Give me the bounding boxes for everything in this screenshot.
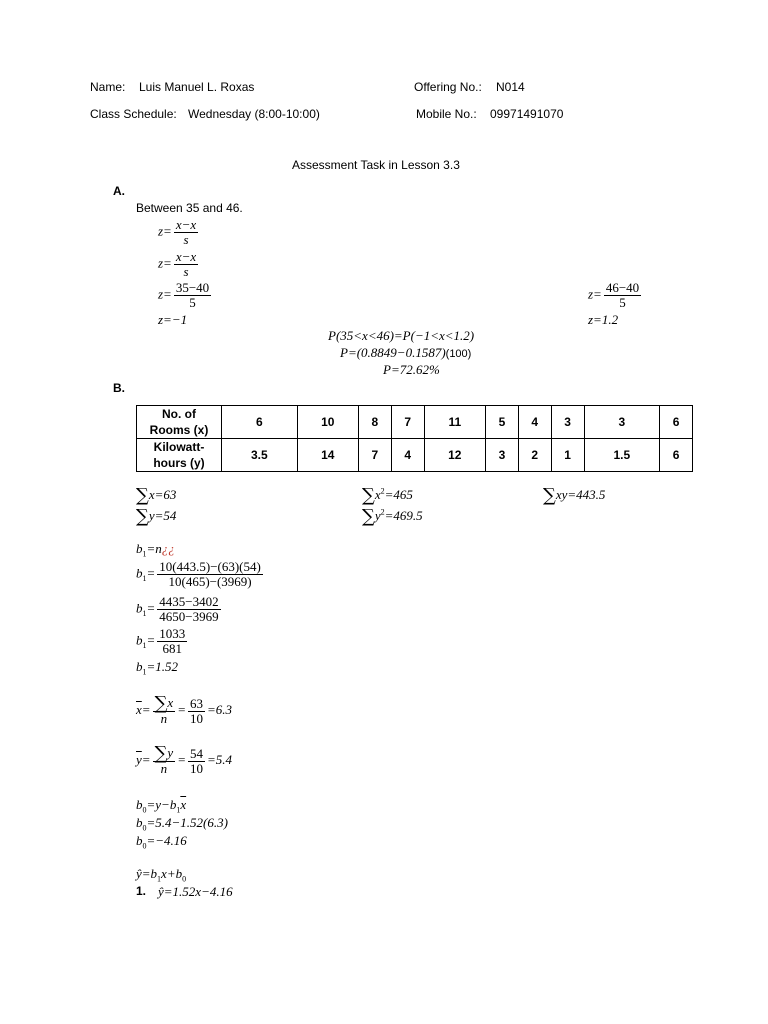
table-header-kilowatt: Kilowatt- hours (y) [137, 439, 222, 472]
b0-formula: $b_0=y-b_1\overline{x}$ [136, 797, 187, 815]
regression-answer: ŷ=1.52x−4.16 [158, 884, 233, 899]
probability-line-1: P(35<x<46)=P(−1<x<1.2) [328, 328, 475, 343]
b1-substitution: $b_1=$ $\frac{10(443.5)-(63)(54)}{10(465)-(3969)}$ [136, 559, 261, 589]
name-value: Luis Manuel L. Roxas [139, 80, 255, 94]
mobile-label: Mobile No.: [416, 107, 477, 121]
sigma-icon: ∑ [136, 506, 149, 527]
sum-xy: ∑xy=443.5 [543, 485, 606, 506]
part-b-label: B. [113, 381, 125, 395]
b1-formula: $b_1=n¿¿$ [136, 541, 175, 559]
sigma-icon: ∑ [136, 485, 149, 506]
table-cell: 3.5 [222, 439, 298, 472]
sum-x: ∑x=63 [136, 485, 177, 506]
sum-y-squared: $\sum y^2=469.5$ [362, 506, 423, 527]
table-cell: 8 [358, 406, 391, 439]
table-cell: 1 [551, 439, 584, 472]
z-formula-2: z= $\frac{x-x}{s}$ [158, 249, 197, 279]
table-cell: 6 [660, 406, 693, 439]
name-label: Name: [90, 80, 126, 94]
z-result-right: z=1.2 [588, 312, 619, 327]
b1-simplified: $b_1=$ $\frac{4435-3402}{4650-3969}$ [136, 594, 219, 624]
table-cell: 12 [424, 439, 485, 472]
z-substitution-left: z= $\frac{35-40}{5}$ [158, 280, 210, 310]
table-cell: 7 [391, 406, 424, 439]
data-table [136, 405, 693, 472]
part-a-label: A. [113, 184, 125, 198]
b0-result: $b_0=-4.16$ [136, 833, 187, 851]
b1-fraction: $b_1=$ $\frac{1033}{681}$ [136, 626, 186, 656]
sigma-icon: ∑ [543, 485, 556, 506]
z-formula-1: z= $\frac{x-x}{s}$ [158, 217, 197, 247]
y-bar-formula: $\overline{y}=$ $\frac{\sum y}{n}$ = $\frac{54}{10}$ =5.4 [136, 743, 233, 776]
table-cell: 3 [584, 406, 660, 439]
x-bar-formula: $\overline{x}=$ $\frac{\sum x}{n}$ = $\frac{63}{10}$ =6.3 [136, 693, 233, 726]
document-title: Assessment Task in Lesson 3.3 [292, 158, 460, 172]
sigma-icon: ∑ [154, 693, 168, 714]
sum-x-squared: $\sum x^2=465$ [362, 485, 413, 506]
regression-formula: $ŷ=b_1x+b_0$ [136, 866, 187, 884]
table-cell: 6 [660, 439, 693, 472]
table-header-rooms: No. of Rooms (x) [137, 406, 222, 439]
z-substitution-right: z= $\frac{46-40}{5}$ [588, 280, 640, 310]
table-cell: 4 [518, 406, 551, 439]
table-cell: 10 [297, 406, 358, 439]
table-cell: 6 [222, 406, 298, 439]
offering-value: N014 [496, 80, 525, 94]
table-cell: 1.5 [584, 439, 660, 472]
table-cell: 4 [391, 439, 424, 472]
z-result-left: z=−1 [158, 312, 188, 327]
probability-line-3: P=72.62% [383, 362, 440, 377]
item-number: 1. [136, 884, 147, 898]
table-cell: 5 [485, 406, 518, 439]
table-cell: 11 [424, 406, 485, 439]
sigma-icon: ∑ [362, 485, 375, 506]
offering-label: Offering No.: [414, 80, 482, 94]
schedule-label: Class Schedule: [90, 107, 177, 121]
table-cell: 3 [485, 439, 518, 472]
b1-result: $b_1=1.52$ [136, 659, 179, 677]
table-cell: 14 [297, 439, 358, 472]
table-row [137, 439, 693, 472]
table-cell: 7 [358, 439, 391, 472]
table-cell: 3 [551, 406, 584, 439]
b0-substitution: $b_0=5.4-1.52(6.3)$ [136, 815, 228, 833]
schedule-value: Wednesday (8:00-10:00) [188, 107, 320, 121]
probability-line-2: P=(0.8849−0.1587)(100) [340, 345, 472, 360]
sigma-icon: ∑ [362, 506, 375, 527]
mobile-value: 09971491070 [490, 107, 564, 121]
sum-y: ∑y=54 [136, 506, 177, 527]
table-row [137, 406, 693, 439]
table-cell: 2 [518, 439, 551, 472]
sigma-icon: ∑ [154, 743, 168, 764]
between-text: Between 35 and 46. [136, 201, 243, 215]
